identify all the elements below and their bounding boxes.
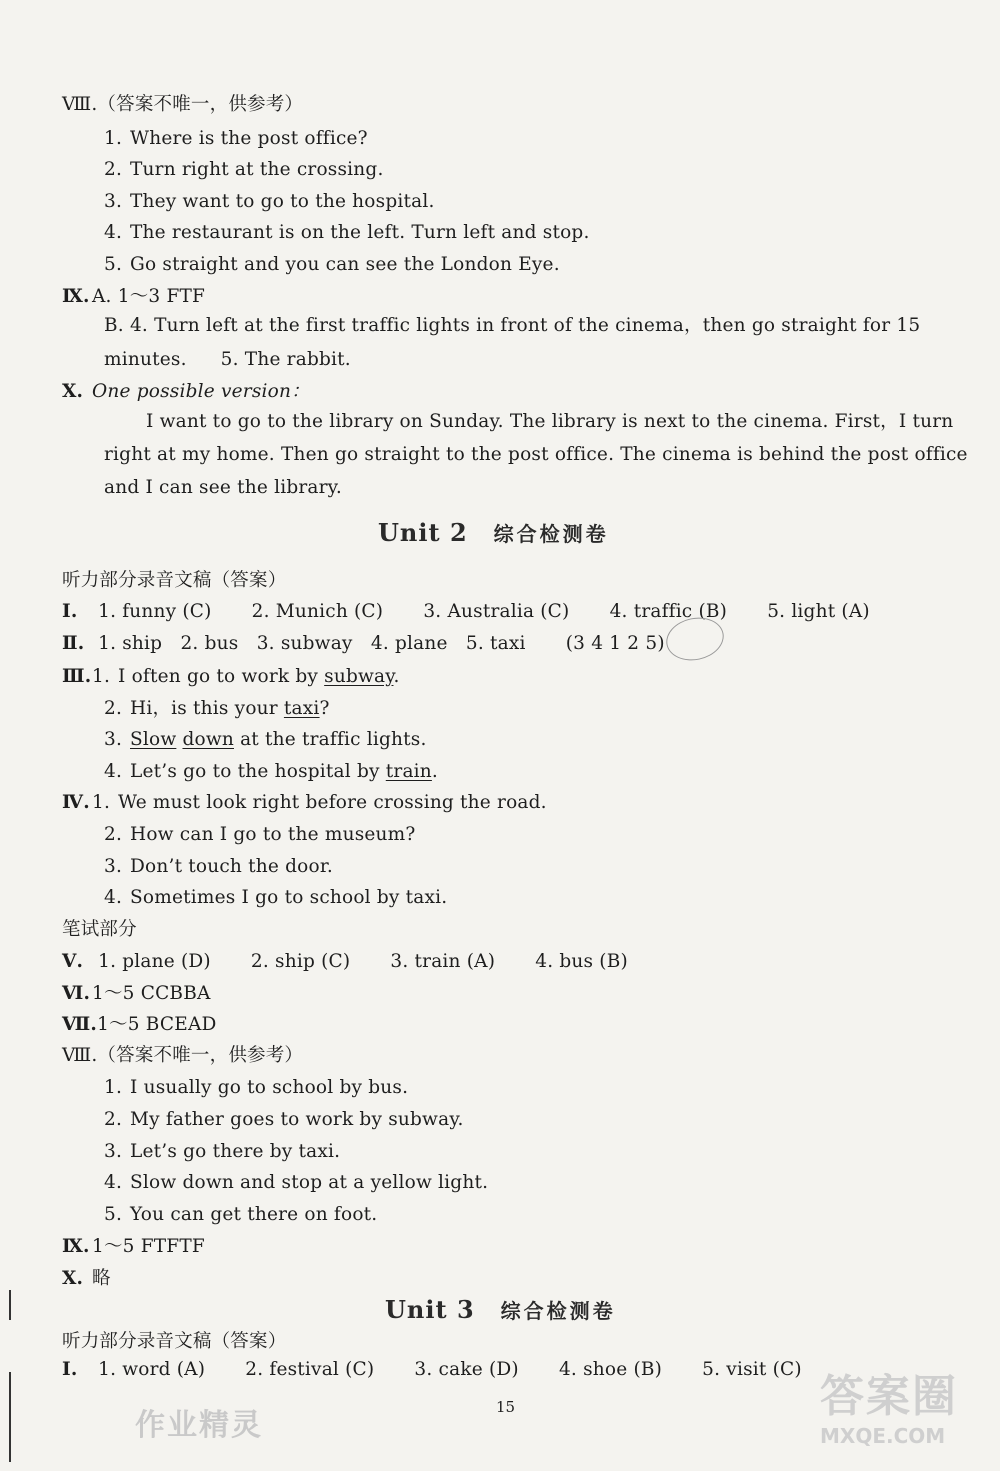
answer-line: 3. They want to go to the hospital. xyxy=(104,191,435,212)
answer-line: 4. Slow down and stop at a yellow light. xyxy=(104,1172,489,1193)
scan-edge-mark xyxy=(9,1372,11,1462)
composition-line: right at my home. Then go straight to the post office. The cinema is behind the post office xyxy=(104,444,968,465)
unit2-section-8-header: Ⅷ.（答案不唯一，供参考） xyxy=(62,1045,304,1066)
watermark-left: 作业精灵 xyxy=(135,1408,263,1443)
unit3-listening-header: 听力部分录音文稿（答案） xyxy=(62,1331,287,1352)
unit2-section-4-line: 4. Sometimes I go to school by taxi. xyxy=(104,887,448,908)
unit2-section-6: Ⅵ. 1～5 CCBBA xyxy=(62,983,211,1004)
unit2-section-1: Ⅰ. 1. funny (C) 2. Munich (C) 3. Australia (C) 4. traffic (B) 5. light (A) xyxy=(62,601,870,622)
unit2-section-3-line: 4. Let’s go to the hospital by train. xyxy=(104,761,438,782)
unit2-section-9: Ⅸ. 1～5 FTFTF xyxy=(62,1236,205,1257)
page-number: 15 xyxy=(496,1398,516,1416)
unit2-section-2: Ⅱ. 1. ship 2. bus 3. subway 4. plane 5. taxi (3 4 1 2 5) xyxy=(62,633,665,654)
section-9-line-b-cont: minutes. 5. The rabbit. xyxy=(104,349,351,370)
answer-line: 2. My father goes to work by subway. xyxy=(104,1109,464,1130)
written-header: 笔试部分 xyxy=(62,919,137,940)
unit2-section-5: Ⅴ. 1. plane (D) 2. ship (C) 3. train (A) 4. bus (B) xyxy=(62,951,628,972)
unit2-section-3-line: 3. Slow down at the traffic lights. xyxy=(104,729,427,750)
answer-line: 5. You can get there on foot. xyxy=(104,1204,378,1225)
unit2-section-10: Ⅹ. 略 xyxy=(62,1268,111,1289)
unit-2-heading: Unit 2 综合检测卷 xyxy=(378,518,609,547)
unit2-section-4-line: 2. How can I go to the museum? xyxy=(104,824,416,845)
unit2-section-4-line: Ⅳ. 1. We must look right before crossing the road. xyxy=(62,792,547,813)
section-8-header: Ⅷ.（答案不唯一，供参考） xyxy=(62,94,304,115)
unit2-section-3-line: 2. Hi，is this your taxi? xyxy=(104,698,330,719)
composition-line: and I can see the library. xyxy=(104,477,342,498)
answer-line: 1. Where is the post office? xyxy=(104,128,368,149)
scan-edge-mark xyxy=(9,1290,11,1320)
composition-line: I want to go to the library on Sunday. The library is next to the cinema. First，I turn xyxy=(146,411,954,432)
unit2-section-4-line: 3. Don’t touch the door. xyxy=(104,856,333,877)
answer-line: 2. Turn right at the crossing. xyxy=(104,159,384,180)
section-10-label: Ⅹ. One possible version： xyxy=(62,381,310,402)
answer-line: 1. I usually go to school by bus. xyxy=(104,1077,409,1098)
answer-line: 4. The restaurant is on the left. Turn left and stop. xyxy=(104,222,590,243)
answer-line: 5. Go straight and you can see the London Eye. xyxy=(104,254,560,275)
answer-line: 3. Let’s go there by taxi. xyxy=(104,1141,341,1162)
unit2-section-3-line: Ⅲ.1. I often go to work by subway. xyxy=(62,666,400,687)
listening-header: 听力部分录音文稿（答案） xyxy=(62,570,287,591)
unit3-section-1: Ⅰ. 1. word (A) 2. festival (C) 3. cake (D) 4. shoe (B) 5. visit (C) xyxy=(62,1359,802,1380)
section-9-line-a: Ⅸ. A. 1～3 FTF xyxy=(62,286,206,307)
watermark-right: 答案圈 MXQE.COM xyxy=(820,1371,958,1448)
section-9-line-b: B. 4. Turn left at the first traffic lights in front of the cinema，then go straight for 15 xyxy=(104,315,921,336)
unit-3-heading: Unit 3 综合检测卷 xyxy=(385,1295,616,1324)
unit2-section-7: Ⅶ.1～5 BCEAD xyxy=(62,1014,217,1035)
